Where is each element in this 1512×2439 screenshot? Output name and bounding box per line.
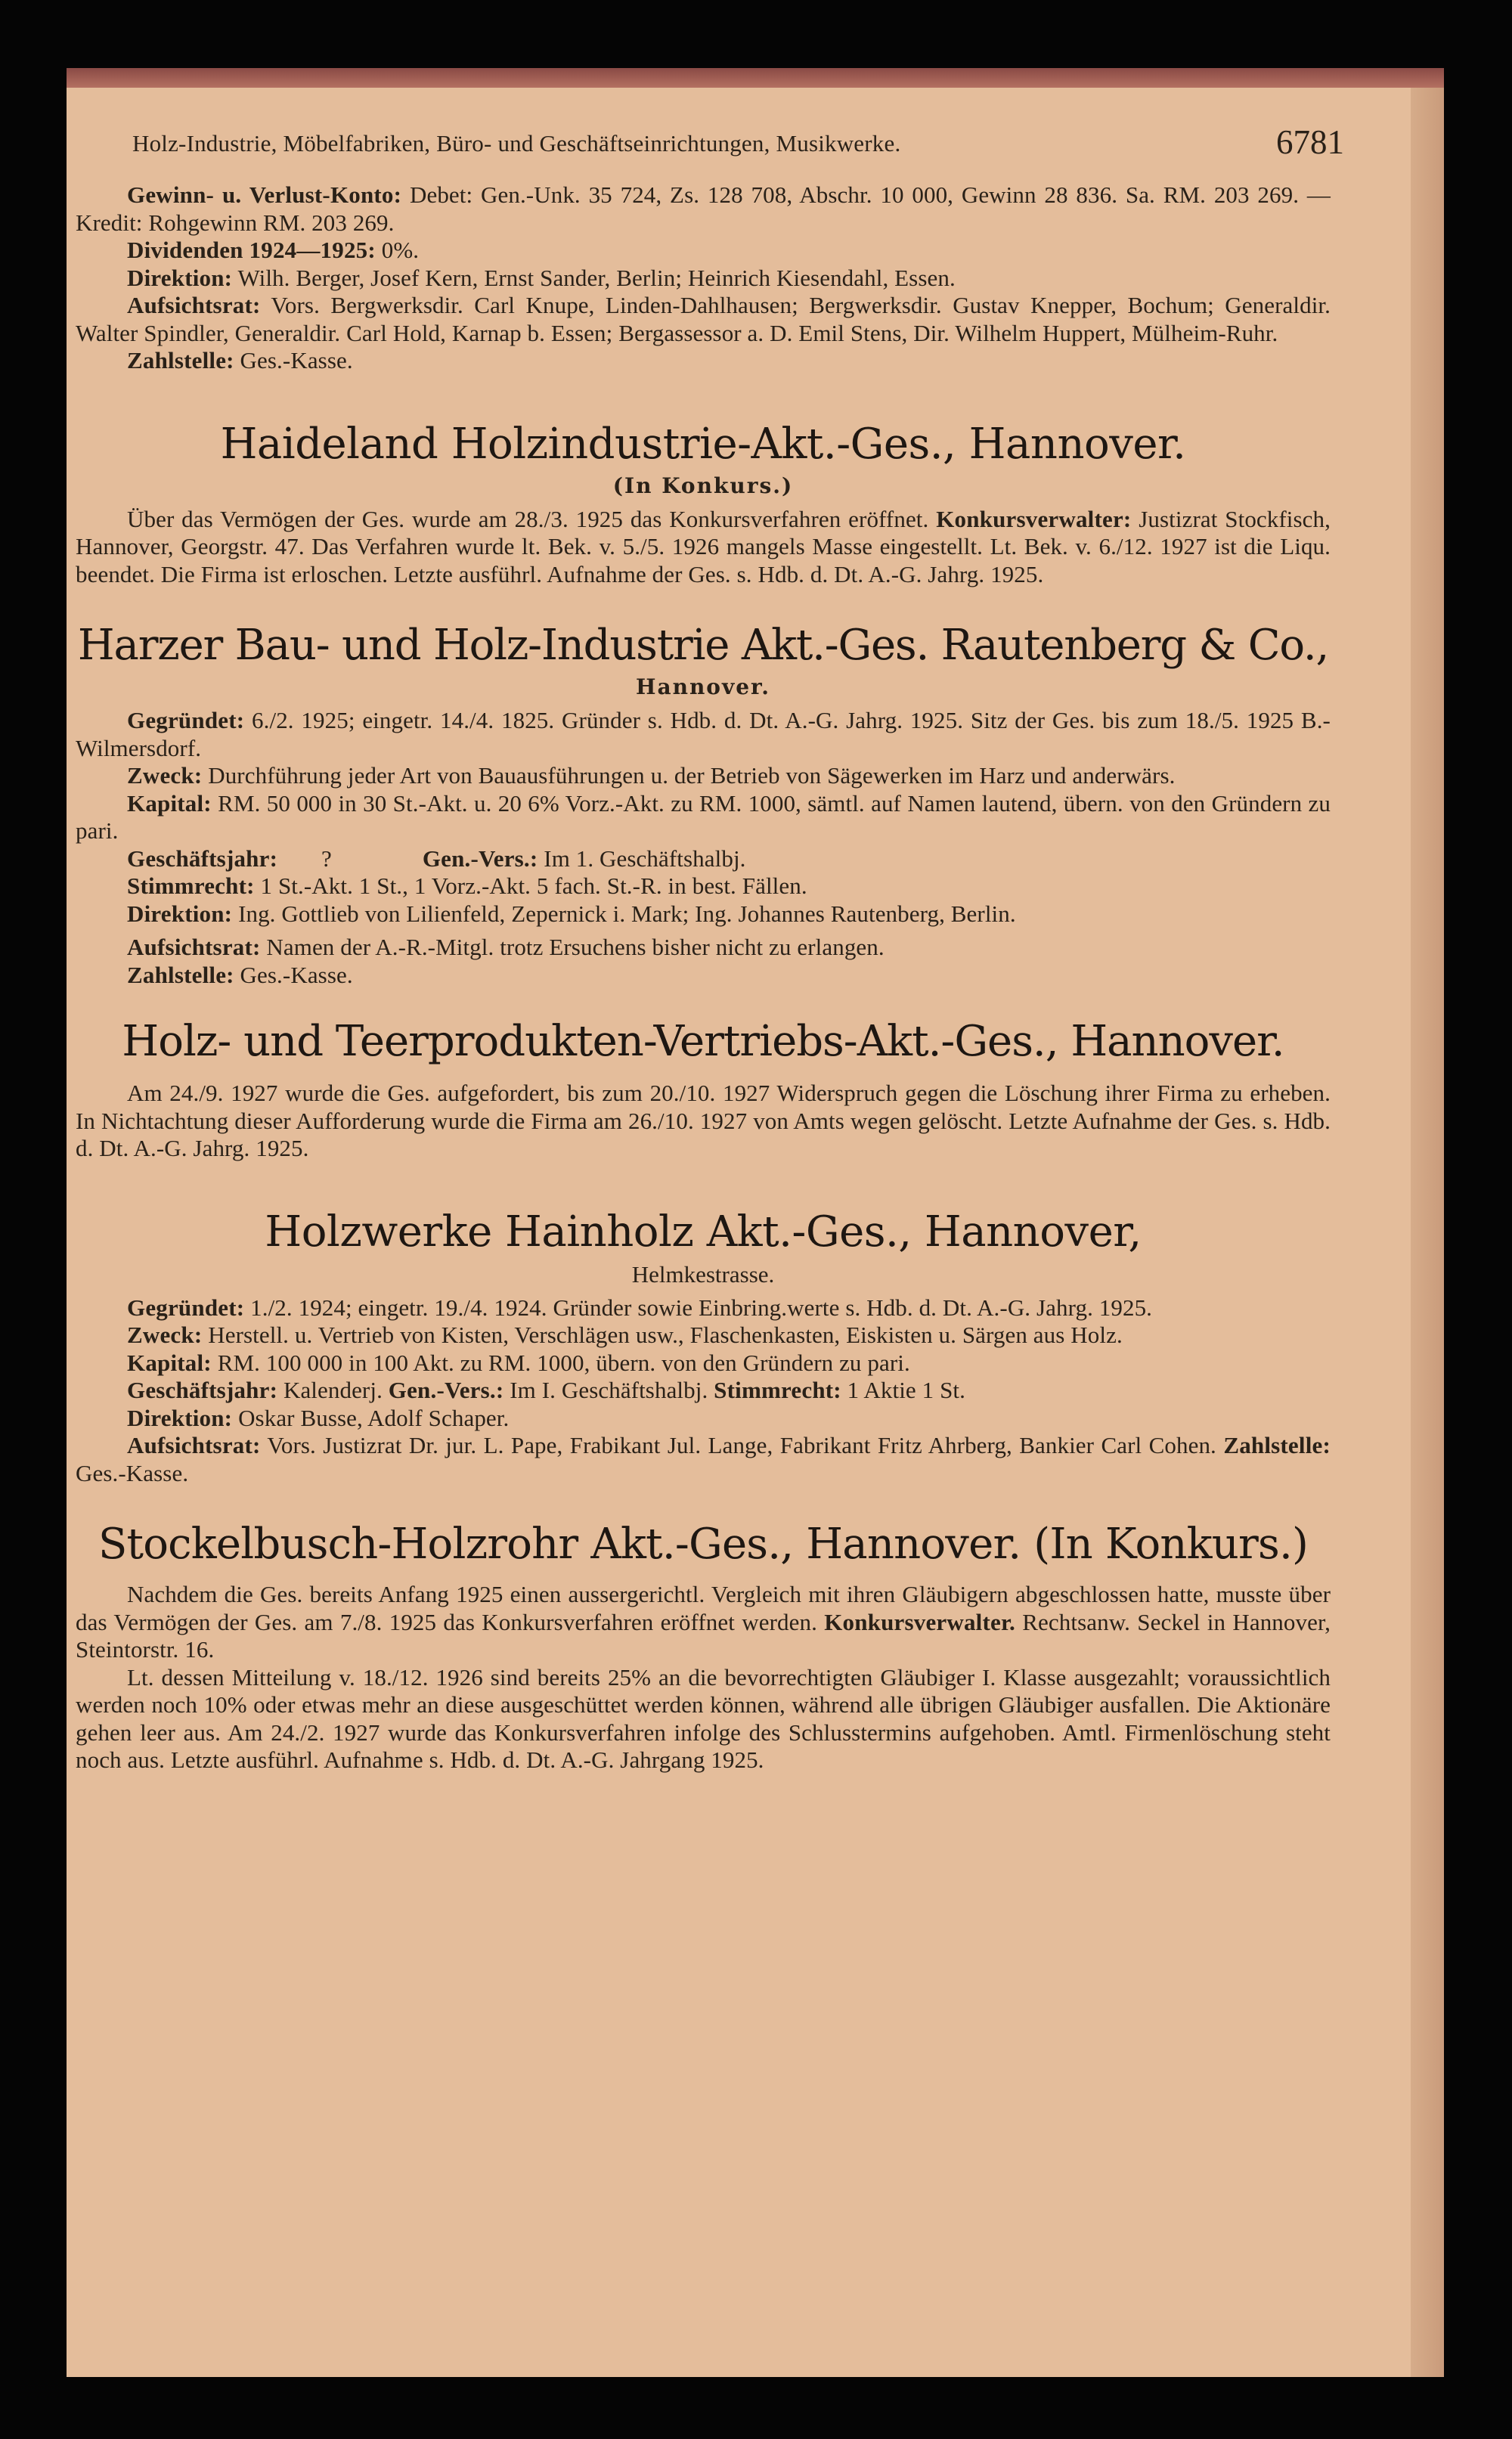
harzer-stimmrecht [76,872,1331,900]
kapital-text: RM. 100 000 in 100 Akt. zu RM. 1000, übern. von den Gründern zu pari. [217,1349,910,1376]
direktion-label: Direktion: [127,1404,233,1431]
zahlstelle-text: Ges.-Kasse. [240,961,353,988]
aufsichtsrat-text: Vors. Justizrat Dr. jur. L. Pape, Frabikant Jul. Lange, Fabrikant Fritz Ahrberg, Bankier Carl Cohen. [267,1432,1216,1458]
entry-teerprodukten [76,1015,1331,1163]
company-title-stockelbusch: Stockelbusch-Holzrohr Akt.-Ges., Hannover. (In Konkurs.) [98,1520,1308,1569]
harzer-zahlstelle [76,962,1331,990]
hainholz-kapital [76,1350,1331,1378]
stimmrecht-text: 1 St.-Akt. 1 St., 1 Vorz.-Akt. 5 fach. St.-R. in best. Fällen. [260,872,807,899]
harzer-city: Hannover. [635,674,770,699]
dividenden-text: 0%. [381,237,420,263]
direktion-label: Direktion: [127,900,233,927]
page-number: 6781 [1276,123,1344,161]
kapital-text: RM. 50 000 in 30 St.-Akt. u. 20 6% Vorz.-Akt. zu RM. 1000, sämtl. auf Namen lautend, übern. von den Gründern zu pari. [76,789,1331,844]
gewinn-verlust-paragraph [76,181,1331,237]
gegruendet-label: Gegründet: [127,707,245,733]
status-konkurs: (In Konkurs.) [612,473,794,498]
zweck-text: Durchführung jeder Art von Bauausführungen u. der Betrieb von Sägewerken im Harz und anderwärs. [208,762,1176,789]
company-title-hainholz: Holzwerke Hainholz Akt.-Ges., Hannover, [265,1207,1142,1257]
direktion-label: Direktion: [127,264,233,291]
haideland-text-1 [76,506,1331,589]
gewinn-text: Debet: Gen.-Unk. 35 724, Zs. 128 708, Abschr. 10 000, Gewinn 28 836. Sa. RM. 203 269. — Kredit: Rohgewinn RM. 203 269. [76,181,1331,236]
direktion-text: Ing. Gottlieb von Lilienfeld, Zepernick i. Mark; Ing. Johannes Rautenberg, Berlin. [238,900,1016,927]
page-right-edge [1411,88,1444,2377]
zahlstelle-paragraph [76,347,1331,375]
entry-haideland [76,417,1331,589]
geschaeftsjahr-label: Geschäftsjahr: [127,845,278,872]
hainholz-street: Helmkestrasse. [631,1260,775,1288]
entry-hainholz [76,1205,1331,1488]
running-head [117,121,1344,181]
genvers-text: Im I. Geschäftshalbj. [510,1377,708,1403]
zweck-label: Zweck: [127,762,203,789]
page-content [76,121,1344,1774]
harzer-zweck [76,762,1331,790]
stockelbusch-text1: Nachdem die Ges. bereits Anfang 1925 einen aussergerichtl. Vergleich mit ihren Gläubigern abgeschlossen hatte, musste über das Vermögen der Ges. am 7./8. 1925 das Konkursverfahren eröffnet werden. [76,1581,1331,1635]
hainholz-direktion [76,1405,1331,1433]
stimmrecht-label: Stimmrecht: [714,1377,841,1403]
aufsichtsrat-text: Namen der A.-R.-Mitgl. trotz Ersuchens bisher nicht zu erlangen. [266,934,885,960]
zahlstelle-text: Ges.-Kasse. [240,347,353,373]
zahlstelle-text: Ges.-Kasse. [76,1459,189,1486]
harzer-geschaeftsjahr [76,845,1331,873]
stockelbusch-text-3: Lt. dessen Mitteilung v. 18./12. 1926 sind bereits 25% an die bevorrechtigten Gläubiger I. Klasse ausgezahlt; voraussichtlich werden noch 10% oder etwas mehr an diese ausgeschüttet werden können, während alle übrigen Gläubiger ausfallen. Die Aktionäre gehen leer aus. Am 24./2. 1927 wurde das Konkursverfahren infolge des Schlusstermins aufgehoben. Amtl. Firmenlöschung steht noch aus. Letzte ausführl. Aufnahme s. Hdb. d. Dt. A.-G. Jahrgang 1925. [76,1663,1331,1773]
company-title-haideland: Haideland Holzindustrie-Akt.-Ges., Hannover. [220,419,1186,469]
running-head-title: Holz-Industrie, Möbelfabriken, Büro- und Geschäftseinrichtungen, Musikwerke. [132,130,901,157]
direktion-text: Wilh. Berger, Josef Kern, Ernst Sander, Berlin; Heinrich Kiesendahl, Essen. [237,264,956,291]
geschaeftsjahr-text: ? [321,845,332,872]
geschaeftsjahr-text: Kalenderj. [283,1377,383,1403]
haideland-text2: Justizrat Stockfisch, Hannover, Georgstr. 47. Das Verfahren wurde lt. Bek. v. 5./5. 1926 mangels Masse eingestellt. Lt. Bek. v. 6./12. 1927 ist die Liqu. beendet. Die Firma ist erloschen. Letzte ausführl. Aufnahme der Ges. s. Hdb. d. Dt. A.-G. Jahrg. 1925. [76,505,1331,587]
page-top-edge [67,68,1444,88]
hainholz-zweck [76,1322,1331,1350]
genvers-label: Gen.-Vers.: [388,1377,504,1403]
gegruendet-text: 6./2. 1925; eingetr. 14./4. 1825. Gründer s. Hdb. d. Dt. A.-G. Jahrg. 1925. Sitz der Ges. bis zum 18./5. 1925 B.-Wilmersdorf. [76,707,1331,761]
entry-continued [76,181,1331,375]
direktion-paragraph [76,265,1331,293]
genvers-text: Im 1. Geschäftshalbj. [544,845,746,872]
scanned-page [67,68,1444,2377]
kapital-label: Kapital: [127,789,212,817]
zahlstelle-label: Zahlstelle: [127,347,234,373]
genvers-label: Gen.-Vers.: [422,845,538,872]
company-title-teerprodukten: Holz- und Teerprodukten-Vertriebs-Akt.-Ges., Hannover. [122,1017,1284,1066]
zweck-text: Herstell. u. Vertrieb von Kisten, Verschlägen usw., Flaschenkasten, Eiskisten u. Särgen aus Holz. [208,1322,1123,1348]
gegruendet-label: Gegründet: [127,1294,245,1321]
zweck-label: Zweck: [127,1322,203,1348]
stimmrecht-text: 1 Aktie 1 St. [847,1377,965,1403]
hainholz-geschaeftsjahr [76,1377,1331,1405]
aufsichtsrat-label: Aufsichtsrat: [127,1432,261,1458]
gewinn-label: Gewinn- u. Verlust-Konto: [127,181,402,208]
kapital-label: Kapital: [127,1349,212,1376]
hainholz-gegruendet [76,1294,1331,1322]
hainholz-aufsichtsrat [76,1432,1331,1487]
harzer-aufsichtsrat [76,934,1331,962]
konkursverwalter-label: Konkursverwalter: [936,505,1132,532]
harzer-gegruendet [76,707,1331,762]
entry-harzer [76,618,1331,989]
direktion-text: Oskar Busse, Adolf Schaper. [238,1404,510,1431]
aufsichtsrat-paragraph [76,292,1331,347]
harzer-kapital [76,790,1331,845]
stimmrecht-label: Stimmrecht: [127,872,255,899]
zahlstelle-label: Zahlstelle: [127,961,234,988]
dividenden-paragraph [76,237,1331,265]
gegruendet-text: 1./2. 1924; eingetr. 19./4. 1924. Gründer sowie Einbring.werte s. Hdb. d. Dt. A.-G. Jahrg. 1925. [250,1294,1153,1321]
harzer-direktion [76,900,1331,928]
zahlstelle-label: Zahlstelle: [1223,1432,1331,1458]
haideland-text1: Über das Vermögen der Ges. wurde am 28./3. 1925 das Konkursverfahren eröffnet. [127,505,929,532]
stockelbusch-text-1 [76,1581,1331,1664]
aufsichtsrat-text: Vors. Bergwerksdir. Carl Knupe, Linden-Dahlhausen; Bergwerksdir. Gustav Knepper, Bochum; Generaldir. Walter Spindler, Generaldir. Carl Hold, Karnap b. Essen; Bergassessor a. D. Emil Stens, Dir. Wilhelm Huppert, Mülheim-Ruhr. [76,292,1331,346]
company-title-harzer: Harzer Bau- und Holz-Industrie Akt.-Ges. Rautenberg & Co., [77,621,1329,670]
stockelbusch-text2: Rechtsanw. Seckel in Hannover, Steintorstr. 16. [76,1608,1331,1663]
konkursverwalter-label: Konkursverwalter. [824,1608,1016,1635]
geschaeftsjahr-label: Geschäftsjahr: [127,1377,278,1403]
entry-stockelbusch [76,1517,1331,1774]
dividenden-label: Dividenden 1924—1925: [127,237,376,263]
aufsichtsrat-label: Aufsichtsrat: [127,934,261,960]
aufsichtsrat-label: Aufsichtsrat: [127,292,261,318]
teer-text: Am 24./9. 1927 wurde die Ges. aufgefordert, bis zum 20./10. 1927 Widerspruch gegen die Löschung ihrer Firma zu erheben. In Nichtachtung dieser Aufforderung wurde die Firma am 26./10. 1927 von Amts wegen gelöscht. Letzte Aufnahme der Ges. s. Hdb. d. Dt. A.-G. Jahrg. 1925. [76,1080,1331,1161]
